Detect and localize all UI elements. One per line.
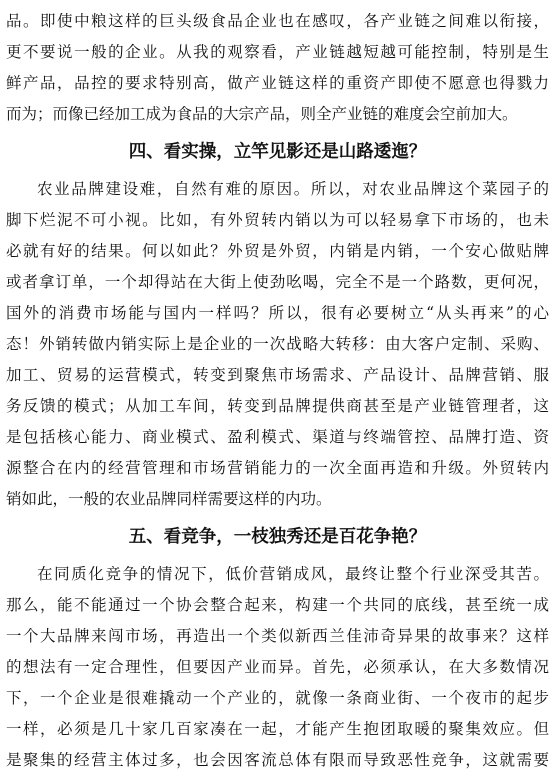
- text-line: 而为；而像已经加工成为食品的大宗产品，则全产业链的难度会空前加大。: [6, 105, 518, 123]
- text-line: 是聚集的经营主体过多，也会因客流总体有限而导致恶性竞争，这就需要: [6, 751, 549, 769]
- text-line: 的想法有一定合理性，但要因产业而异。首先，必须承认，在大多数情况: [6, 658, 549, 676]
- text-line: 销如此，一般的农业品牌同样需要这样的内功。: [6, 490, 332, 508]
- text-line: 源整合在内的经营管理和市场营销能力的一次全面再造和升级。外贸转内: [6, 459, 549, 477]
- text-line: 在同质化竞争的情况下，低价营销成风，最终让整个行业深受其苦。: [37, 565, 549, 583]
- text-line: 那么，能不能通过一个协会整合起来，构建一个共同的底线，甚至统一成: [6, 596, 549, 614]
- text-line: 一个大品牌来闯市场，再造出一个类似新西兰佳沛奇异果的故事来？这样: [6, 627, 549, 645]
- text-line: 态！外销转做内销实际上是企业的一次战略大转移：由大客户定制、采购、: [6, 335, 549, 353]
- text-line: 国外的消费市场能与国内一样吗？所以，很有必要树立“从头再来”的心: [6, 304, 549, 322]
- text-line: 一样，必须是几十家几百家凑在一起，才能产生抱团取暖的聚集效应。但: [6, 720, 549, 738]
- text-line: 加工、贸易的运营模式，转变到聚焦市场需求、产品设计、品牌营销、服: [6, 366, 549, 384]
- text-line: 务反馈的模式；从加工车间，转变到品牌提供商甚至是产业链管理者，这: [6, 397, 549, 415]
- section-heading: 五、看竞争，一枝独秀还是百花争艳？: [128, 527, 427, 547]
- text-line: 农业品牌建设难，自然有难的原因。所以，对农业品牌这个菜园子的: [37, 180, 549, 198]
- text-line: 或者拿订单，一个却得站在大街上使劲吆喝，完全不是一个路数，更何况，: [6, 273, 549, 291]
- text-line: 更不要说一般的企业。从我的观察看，产业链越短越可能控制，特别是生: [6, 43, 549, 61]
- text-line: 品。即使中粮这样的巨头级食品企业也在感叹，各产业链之间难以衔接，: [6, 12, 549, 30]
- text-line: 是包括核心能力、商业模式、盈利模式、渠道与终端管控、品牌打造、资: [6, 428, 549, 446]
- text-line: 脚下烂泥不可小视。比如，有外贸转内销以为可以轻易拿下市场的，也未: [6, 211, 549, 229]
- text-line: 必就有好的结果。何以如此？外贸是外贸，内销是内销，一个安心做贴牌: [6, 242, 549, 260]
- section-heading: 四、看实操，立竿见影还是山路逶迤？: [128, 142, 427, 162]
- text-line: 下，一个企业是很难撬动一个产业的，就像一条商业街、一个夜市的起步: [6, 689, 549, 707]
- text-line: 鲜产品，品控的要求特别高，做产业链这样的重资产即使不愿意也得戮力: [6, 74, 549, 92]
